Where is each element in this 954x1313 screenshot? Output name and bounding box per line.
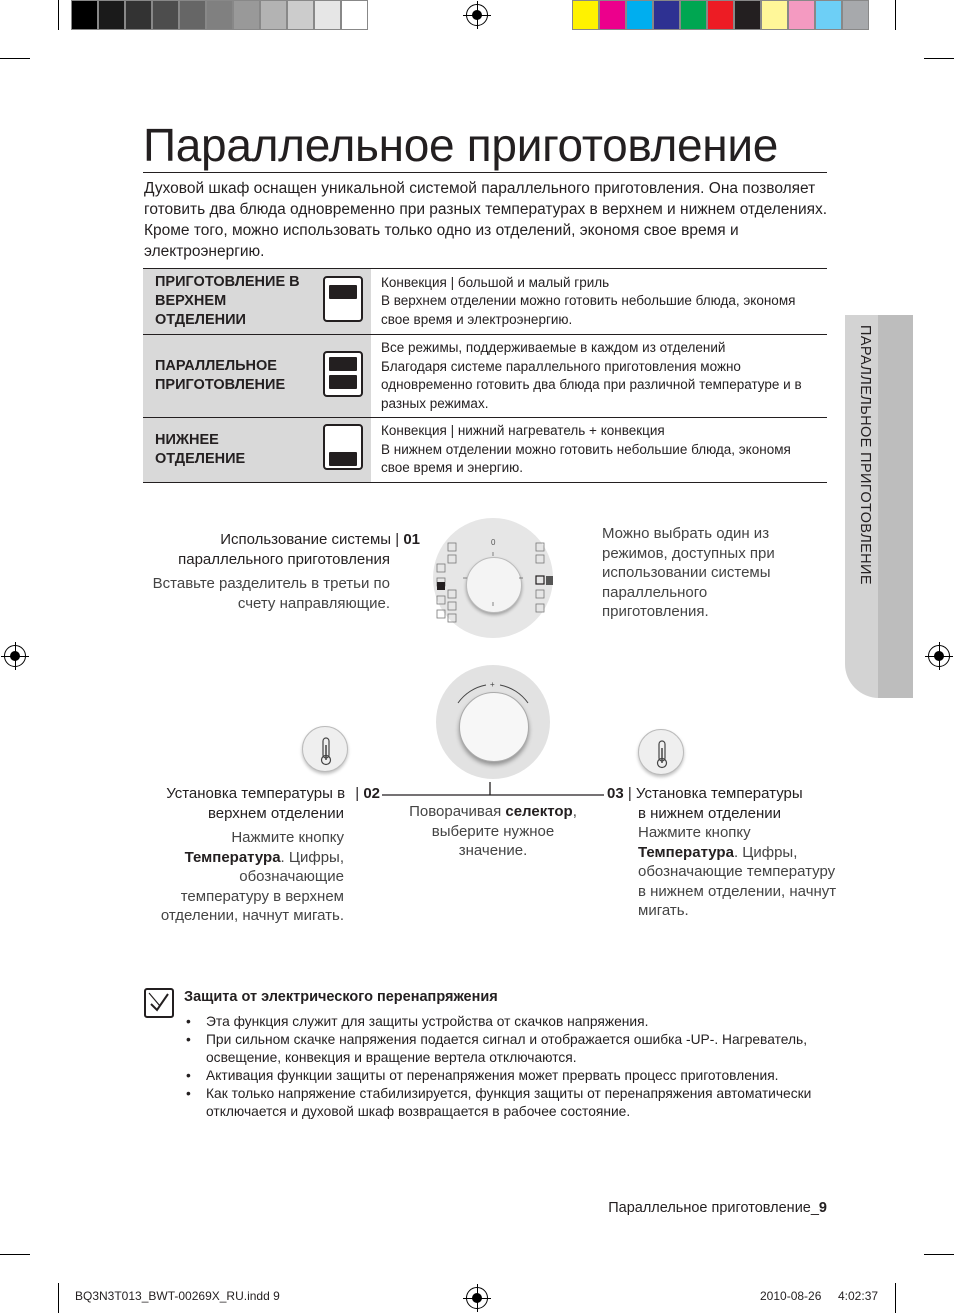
selector-text-b: , выберите нужное значение. xyxy=(431,803,577,859)
thermometer-icon xyxy=(639,730,685,776)
step-02-title-a: Установка температуры в xyxy=(166,785,346,802)
mode-desc-line: Все режимы, поддерживаемые в каждом из отделений xyxy=(381,340,726,355)
slug-date: 2010-08-26 xyxy=(760,1289,822,1303)
page-number: 9 xyxy=(818,1200,827,1216)
step-02-number: 02 xyxy=(363,785,380,802)
color-swatch xyxy=(125,0,152,30)
color-swatch xyxy=(653,0,680,30)
mode-desc-line: В нижнем отделении можно готовить небольшие блюда, экономя свое время и энергию. xyxy=(381,441,791,475)
color-swatch xyxy=(341,0,368,30)
temperature-label: Температура xyxy=(184,848,281,866)
oven-upper-icon xyxy=(315,269,371,335)
crop-mark xyxy=(58,0,59,30)
registration-mark-icon xyxy=(466,4,488,26)
selector-text-a: Поворачивая xyxy=(409,803,506,820)
slug-filename: BQ3N3T013_BWT-00269X_RU.indd 9 xyxy=(75,1289,280,1303)
side-tab-edge xyxy=(878,315,913,698)
color-swatch xyxy=(734,0,761,30)
svg-text:+: + xyxy=(490,680,495,689)
color-swatch xyxy=(206,0,233,30)
selector-label: селектор xyxy=(505,803,573,820)
step-01-number: 01 xyxy=(403,531,420,548)
step-02-separator: | xyxy=(355,785,360,802)
color-swatch xyxy=(788,0,815,30)
step-02-title-b: верхнем отделении xyxy=(207,804,344,822)
list-item: • Эта функция служит для защиты устройства от скачков напряжения. xyxy=(184,1013,824,1031)
knob-zero-label: 0 xyxy=(491,538,496,547)
oven-lower-icon xyxy=(315,418,371,483)
color-swatch xyxy=(815,0,842,30)
mode-description xyxy=(371,335,827,418)
mode-name: ПРИГОТОВЛЕНИЕ В ВЕРХНЕМ ОТДЕЛЕНИИ xyxy=(143,269,315,335)
intro-paragraph: Духовой шкаф оснащен уникальной системой параллельного приготовления. Она позволяет готовить два блюда одновременно при разных температурах в верхнем и нижнем отделениях. Кроме того, можно использовать только одно из отделений, экономя свое время и электроэнергию. xyxy=(144,180,828,260)
title-divider xyxy=(143,172,827,173)
table-row xyxy=(143,269,827,335)
crop-mark xyxy=(0,58,30,59)
mode-desc-line: Благодаря системе параллельного приготовления можно одновременно готовить два блюда при различной температуре и в разных режимах. xyxy=(381,358,802,411)
thermometer-icon xyxy=(303,727,349,773)
note-title: Защита от электрического перенапряжения xyxy=(184,989,498,1005)
registration-mark-icon xyxy=(928,645,950,667)
step-03-body-a: Нажмите кнопку xyxy=(638,824,751,841)
registration-mark-icon xyxy=(466,1287,488,1309)
color-swatch xyxy=(179,0,206,30)
color-swatch xyxy=(707,0,734,30)
mode-selection-note: Можно выбрать один из режимов, доступных при использовании системы параллельного приготовления. xyxy=(602,525,775,620)
color-swatch xyxy=(152,0,179,30)
mode-name: ПАРАЛЛЕЛЬНОЕ ПРИГОТОВЛЕНИЕ xyxy=(143,335,315,418)
crop-mark xyxy=(924,58,954,59)
step-03-number: 03 xyxy=(607,785,624,802)
side-tab-label: ПАРАЛЛЕЛЬНОЕ ПРИГОТОВЛЕНИЕ xyxy=(857,325,873,585)
step-03-title-b: в нижнем отделении xyxy=(638,804,782,822)
step-01-title xyxy=(120,530,420,569)
step-03-body-b: . Цифры, обозначающие температуру в нижнем отделении, начнут мигать. xyxy=(638,843,837,919)
step-03-body xyxy=(638,823,838,921)
step-03-title-a: | Установка температуры xyxy=(627,785,803,802)
color-swatch xyxy=(572,0,599,30)
crop-mark xyxy=(895,0,896,30)
list-item: • Активация функции защиты от перенапряжения может прервать процесс приготовления. xyxy=(184,1067,824,1085)
knob-mode-icons xyxy=(433,518,553,638)
crop-mark xyxy=(58,1283,59,1313)
oven-dual-icon xyxy=(315,335,371,418)
registration-mark-icon xyxy=(4,645,26,667)
color-swatch xyxy=(626,0,653,30)
mode-desc-line: Конвекция | большой и малый гриль xyxy=(381,274,610,290)
modes-table xyxy=(143,268,827,483)
page-footer xyxy=(608,1200,827,1216)
mode-desc-line: Конвекция | нижний нагреватель + конвекция xyxy=(381,423,665,438)
list-item: • Как только напряжение стабилизируется, функция защиты от перенапряжения автоматически отключается и духовой шкаф возвращается в рабочее состояние. xyxy=(184,1085,824,1121)
gray-swatch-bar xyxy=(71,0,368,30)
table-row xyxy=(143,335,827,418)
lower-temperature-button[interactable] xyxy=(638,729,684,775)
footer-text: Параллельное приготовление_ xyxy=(608,1200,819,1216)
step-02-body xyxy=(160,828,344,926)
page-title: Параллельное приготовление xyxy=(143,119,779,171)
step-01-body: Вставьте разделитель в третьи по счету направляющие. xyxy=(152,575,390,612)
color-swatch xyxy=(842,0,869,30)
color-swatch xyxy=(233,0,260,30)
step-02-body-a: Нажмите кнопку xyxy=(231,829,344,846)
temperature-label: Температура xyxy=(638,843,734,861)
step-01-title-b: параллельного приготовления xyxy=(178,550,390,568)
upper-temperature-button[interactable] xyxy=(302,726,348,772)
crop-mark xyxy=(0,1254,30,1255)
color-swatch xyxy=(599,0,626,30)
color-swatch xyxy=(287,0,314,30)
color-swatch xyxy=(314,0,341,30)
selector-knob[interactable] xyxy=(459,692,529,762)
note-icon xyxy=(144,988,174,1018)
mode-description xyxy=(371,418,827,483)
mode-desc-line: В верхнем отделении можно готовить небольшие блюда, экономя свое время и электроэнергию. xyxy=(381,293,796,327)
step-01-title-a: Использование системы | xyxy=(220,531,400,548)
color-swatch xyxy=(761,0,788,30)
mode-description xyxy=(371,269,827,335)
slug-time: 4:02:37 xyxy=(838,1289,879,1303)
table-row xyxy=(143,418,827,483)
note-list xyxy=(184,1013,824,1121)
color-swatch xyxy=(680,0,707,30)
color-swatch xyxy=(260,0,287,30)
selector-instruction xyxy=(396,802,590,861)
step-03-title xyxy=(607,784,837,823)
color-swatch xyxy=(98,0,125,30)
step-02-body-b: . Цифры, обозначающие температуру в верхнем отделении, начнут мигать. xyxy=(160,848,344,924)
mode-name: НИЖНЕЕ ОТДЕЛЕНИЕ xyxy=(143,418,315,483)
color-swatch-bar xyxy=(572,0,869,30)
crop-mark xyxy=(895,1283,896,1313)
crop-mark xyxy=(924,1254,954,1255)
step-02-title xyxy=(120,784,380,823)
color-swatch xyxy=(71,0,98,30)
list-item: • При сильном скачке напряжения подается сигнал и отображается ошибка -UP-. Нагреватель, освещение, конвекция и вращение вертела отключаются. xyxy=(184,1031,824,1067)
